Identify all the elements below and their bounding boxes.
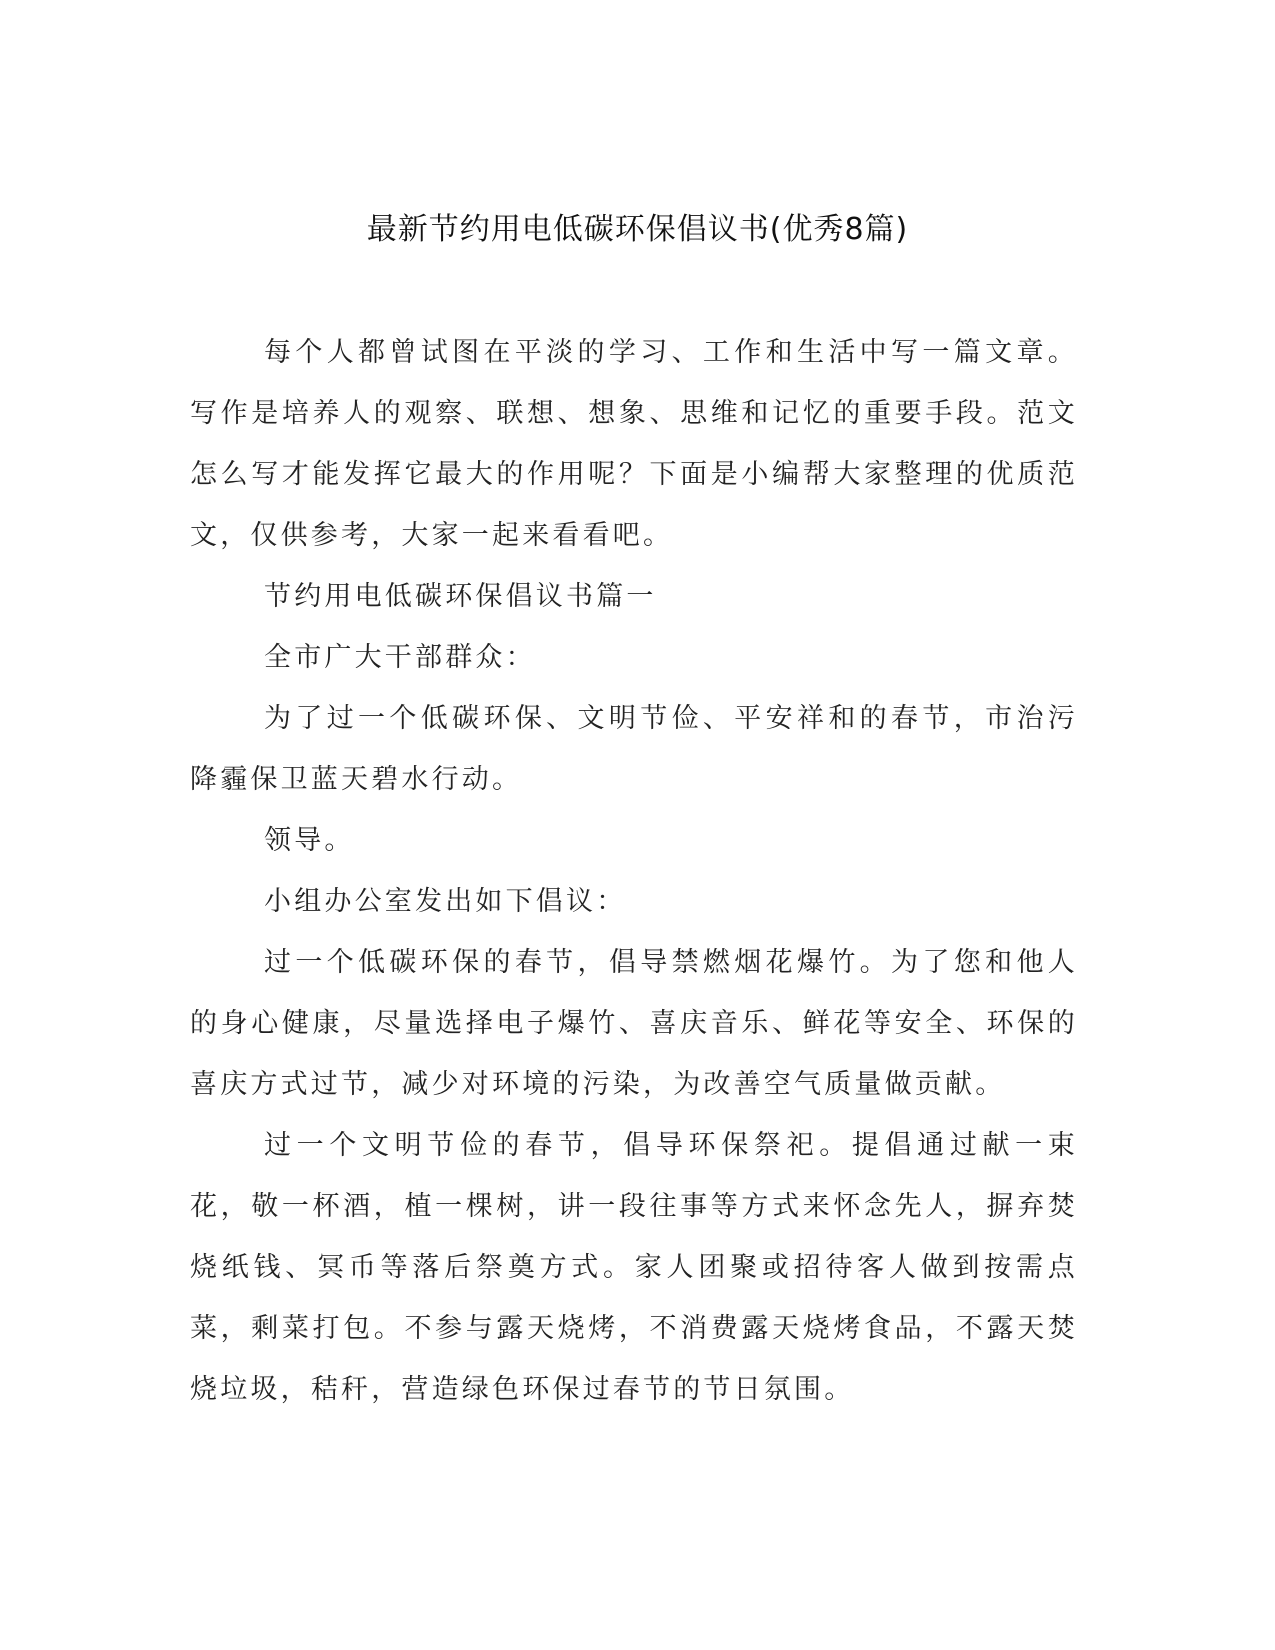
- body-paragraph: 为了过一个低碳环保、文明节俭、平安祥和的春节，市治污降霾保卫蓝天碧水行动。: [190, 703, 1078, 795]
- body-paragraph: 过一个低碳环保的春节，倡导禁燃烟花爆竹。为了您和他人的身心健康，尽量选择电子爆竹、喜庆音乐、鲜花等安全、环保的喜庆方式过节，减少对环境的污染，为改善空气质量做贡献。: [190, 947, 1078, 1100]
- body-paragraph: 领导。: [264, 825, 355, 856]
- document-body: [190, 322, 1078, 1420]
- body-paragraph: 过一个文明节俭的春节，倡导环保祭祀。提倡通过献一束花，敬一杯酒，植一棵树，讲一段往事等方式来怀念先人，摒弃焚烧纸钱、冥币等落后祭奠方式。家人团聚或招待客人做到按需点菜，剩菜打包。不参与露天烧烤，不消费露天烧烤食品，不露天焚烧垃圾，秸秆，营造绿色环保过春节的节日氛围。: [190, 1130, 1078, 1405]
- document-title: 最新节约用电低碳环保倡议书(优秀8篇): [366, 212, 909, 247]
- salutation: 全市广大干部群众：: [264, 642, 536, 673]
- intro-paragraph: 每个人都曾试图在平淡的学习、工作和生活中写一篇文章。写作是培养人的观察、联想、想象、思维和记忆的重要手段。范文怎么写才能发挥它最大的作用呢？下面是小编帮大家整理的优质范文，仅供参考，大家一起来看看吧。: [190, 337, 1078, 551]
- section-heading: 节约用电低碳环保倡议书篇一: [264, 581, 657, 612]
- body-paragraph: 小组办公室发出如下倡议：: [264, 886, 627, 917]
